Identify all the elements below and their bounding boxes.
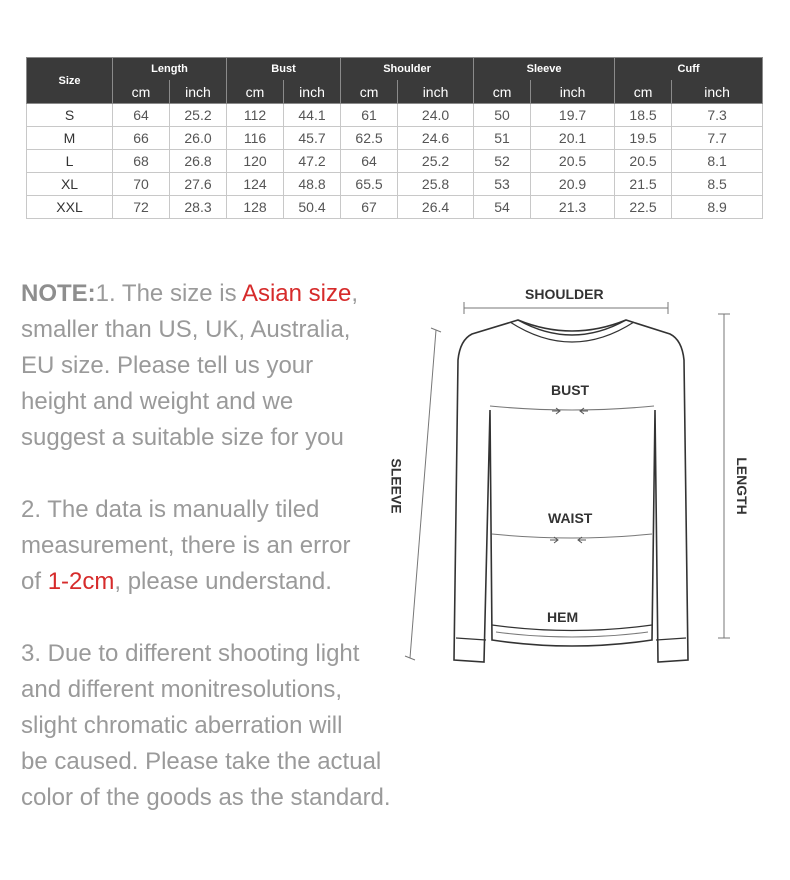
- table-cell: 124: [227, 173, 284, 196]
- table-cell: 68: [113, 150, 170, 173]
- table-cell: 8.5: [672, 173, 763, 196]
- table-cell: 20.5: [615, 150, 672, 173]
- hem-measure-line: [496, 632, 648, 637]
- table-cell: 47.2: [284, 150, 341, 173]
- size-cell: S: [27, 104, 113, 127]
- table-cell: 50.4: [284, 196, 341, 219]
- size-chart-table: [26, 57, 763, 219]
- note-line: slight chromatic aberration will: [21, 712, 343, 739]
- table-cell: 28.3: [170, 196, 227, 219]
- note-line: color of the goods as the standard.: [21, 784, 391, 811]
- note-line: [21, 564, 451, 600]
- table-cell: 8.1: [672, 150, 763, 173]
- table-cell: 67: [341, 196, 398, 219]
- table-cell: 64: [113, 104, 170, 127]
- cuff-header: Cuff: [615, 58, 763, 81]
- sleeve-label: SLEEVE: [388, 458, 405, 514]
- table-cell: 61: [341, 104, 398, 127]
- table-cell: 116: [227, 127, 284, 150]
- table-cell: 18.5: [615, 104, 672, 127]
- note-line: suggest a suitable size for you: [21, 424, 344, 451]
- table-cell: 64: [341, 150, 398, 173]
- table-cell: 120: [227, 150, 284, 173]
- table-cell: 70: [113, 173, 170, 196]
- note-line: smaller than US, UK, Australia,: [21, 316, 351, 343]
- table-cell: 25.2: [398, 150, 474, 173]
- shoulder-header: Shoulder: [341, 58, 474, 81]
- note-text: 1. The size is: [95, 280, 242, 307]
- table-row: [27, 173, 763, 196]
- unit-header: inch: [170, 80, 227, 104]
- table-cell: 26.0: [170, 127, 227, 150]
- note-line: 3. Due to different shooting light: [21, 640, 360, 667]
- size-cell: XXL: [27, 196, 113, 219]
- unit-header: inch: [284, 80, 341, 104]
- table-cell: 22.5: [615, 196, 672, 219]
- table-row: [27, 196, 763, 219]
- table-cell: 45.7: [284, 127, 341, 150]
- table-cell: 112: [227, 104, 284, 127]
- note-1-first-line: [21, 276, 451, 312]
- bust-header: Bust: [227, 58, 341, 81]
- table-cell: 7.7: [672, 127, 763, 150]
- table-cell: 66: [113, 127, 170, 150]
- table-cell: 7.3: [672, 104, 763, 127]
- sleeve-header: Sleeve: [474, 58, 615, 81]
- garment-measurement-diagram: [388, 280, 770, 680]
- size-notes: [21, 276, 451, 816]
- bust-measure-line: [490, 406, 654, 410]
- table-cell: 26.4: [398, 196, 474, 219]
- table-cell: 21.5: [615, 173, 672, 196]
- table-cell: 72: [113, 196, 170, 219]
- table-cell: 19.7: [531, 104, 615, 127]
- note-text: , please understand.: [114, 568, 332, 595]
- note-text: of: [21, 568, 48, 595]
- note-text: ,: [351, 280, 359, 307]
- table-cell: 20.5: [531, 150, 615, 173]
- unit-header: inch: [672, 80, 763, 104]
- table-cell: 25.2: [170, 104, 227, 127]
- table-cell: 51: [474, 127, 531, 150]
- note-line: 2. The data is manually tiled: [21, 496, 320, 523]
- bust-label: BUST: [551, 382, 590, 398]
- table-cell: 52: [474, 150, 531, 173]
- table-cell: 20.9: [531, 173, 615, 196]
- table-cell: 27.6: [170, 173, 227, 196]
- error-range-highlight: 1-2cm: [47, 568, 115, 595]
- long-sleeve-shirt-outline: [400, 280, 770, 680]
- waist-measure-line: [492, 534, 652, 538]
- table-cell: 53: [474, 173, 531, 196]
- size-cell: M: [27, 127, 113, 150]
- size-cell: XL: [27, 173, 113, 196]
- table-cell: 54: [474, 196, 531, 219]
- sleeve-measure-line: [410, 330, 436, 658]
- table-cell: 128: [227, 196, 284, 219]
- table-cell: 26.8: [170, 150, 227, 173]
- note-line: measurement, there is an error: [21, 532, 351, 559]
- unit-header: inch: [531, 80, 615, 104]
- unit-header: inch: [398, 80, 474, 104]
- table-cell: 8.9: [672, 196, 763, 219]
- size-header: Size: [27, 58, 113, 104]
- table-cell: 50: [474, 104, 531, 127]
- note-line: height and weight and we: [21, 388, 294, 415]
- note-line: and different monitresolutions,: [21, 676, 343, 703]
- table-cell: 21.3: [531, 196, 615, 219]
- table-cell: 20.1: [531, 127, 615, 150]
- note-label: NOTE:: [21, 280, 96, 307]
- table-cell: 24.0: [398, 104, 474, 127]
- table-row: [27, 127, 763, 150]
- table-cell: 65.5: [341, 173, 398, 196]
- length-header: Length: [113, 58, 227, 81]
- unit-header: cm: [227, 80, 284, 104]
- length-label: LENGTH: [733, 457, 750, 515]
- table-row: [27, 150, 763, 173]
- unit-header: cm: [474, 80, 531, 104]
- note-line: EU size. Please tell us your: [21, 352, 314, 379]
- table-cell: 48.8: [284, 173, 341, 196]
- hem-label: HEM: [547, 609, 579, 625]
- table-row: [27, 104, 763, 127]
- table-cell: 19.5: [615, 127, 672, 150]
- waist-label: WAIST: [548, 510, 593, 526]
- shoulder-label: SHOULDER: [525, 286, 604, 302]
- collar-outline: [518, 320, 626, 335]
- table-cell: 25.8: [398, 173, 474, 196]
- table-cell: 24.6: [398, 127, 474, 150]
- table-cell: 44.1: [284, 104, 341, 127]
- asian-size-highlight: Asian size: [241, 280, 352, 307]
- table-cell: 62.5: [341, 127, 398, 150]
- note-line: be caused. Please take the actual: [21, 748, 382, 775]
- unit-header: cm: [341, 80, 398, 104]
- unit-header: cm: [113, 80, 170, 104]
- size-cell: L: [27, 150, 113, 173]
- unit-header: cm: [615, 80, 672, 104]
